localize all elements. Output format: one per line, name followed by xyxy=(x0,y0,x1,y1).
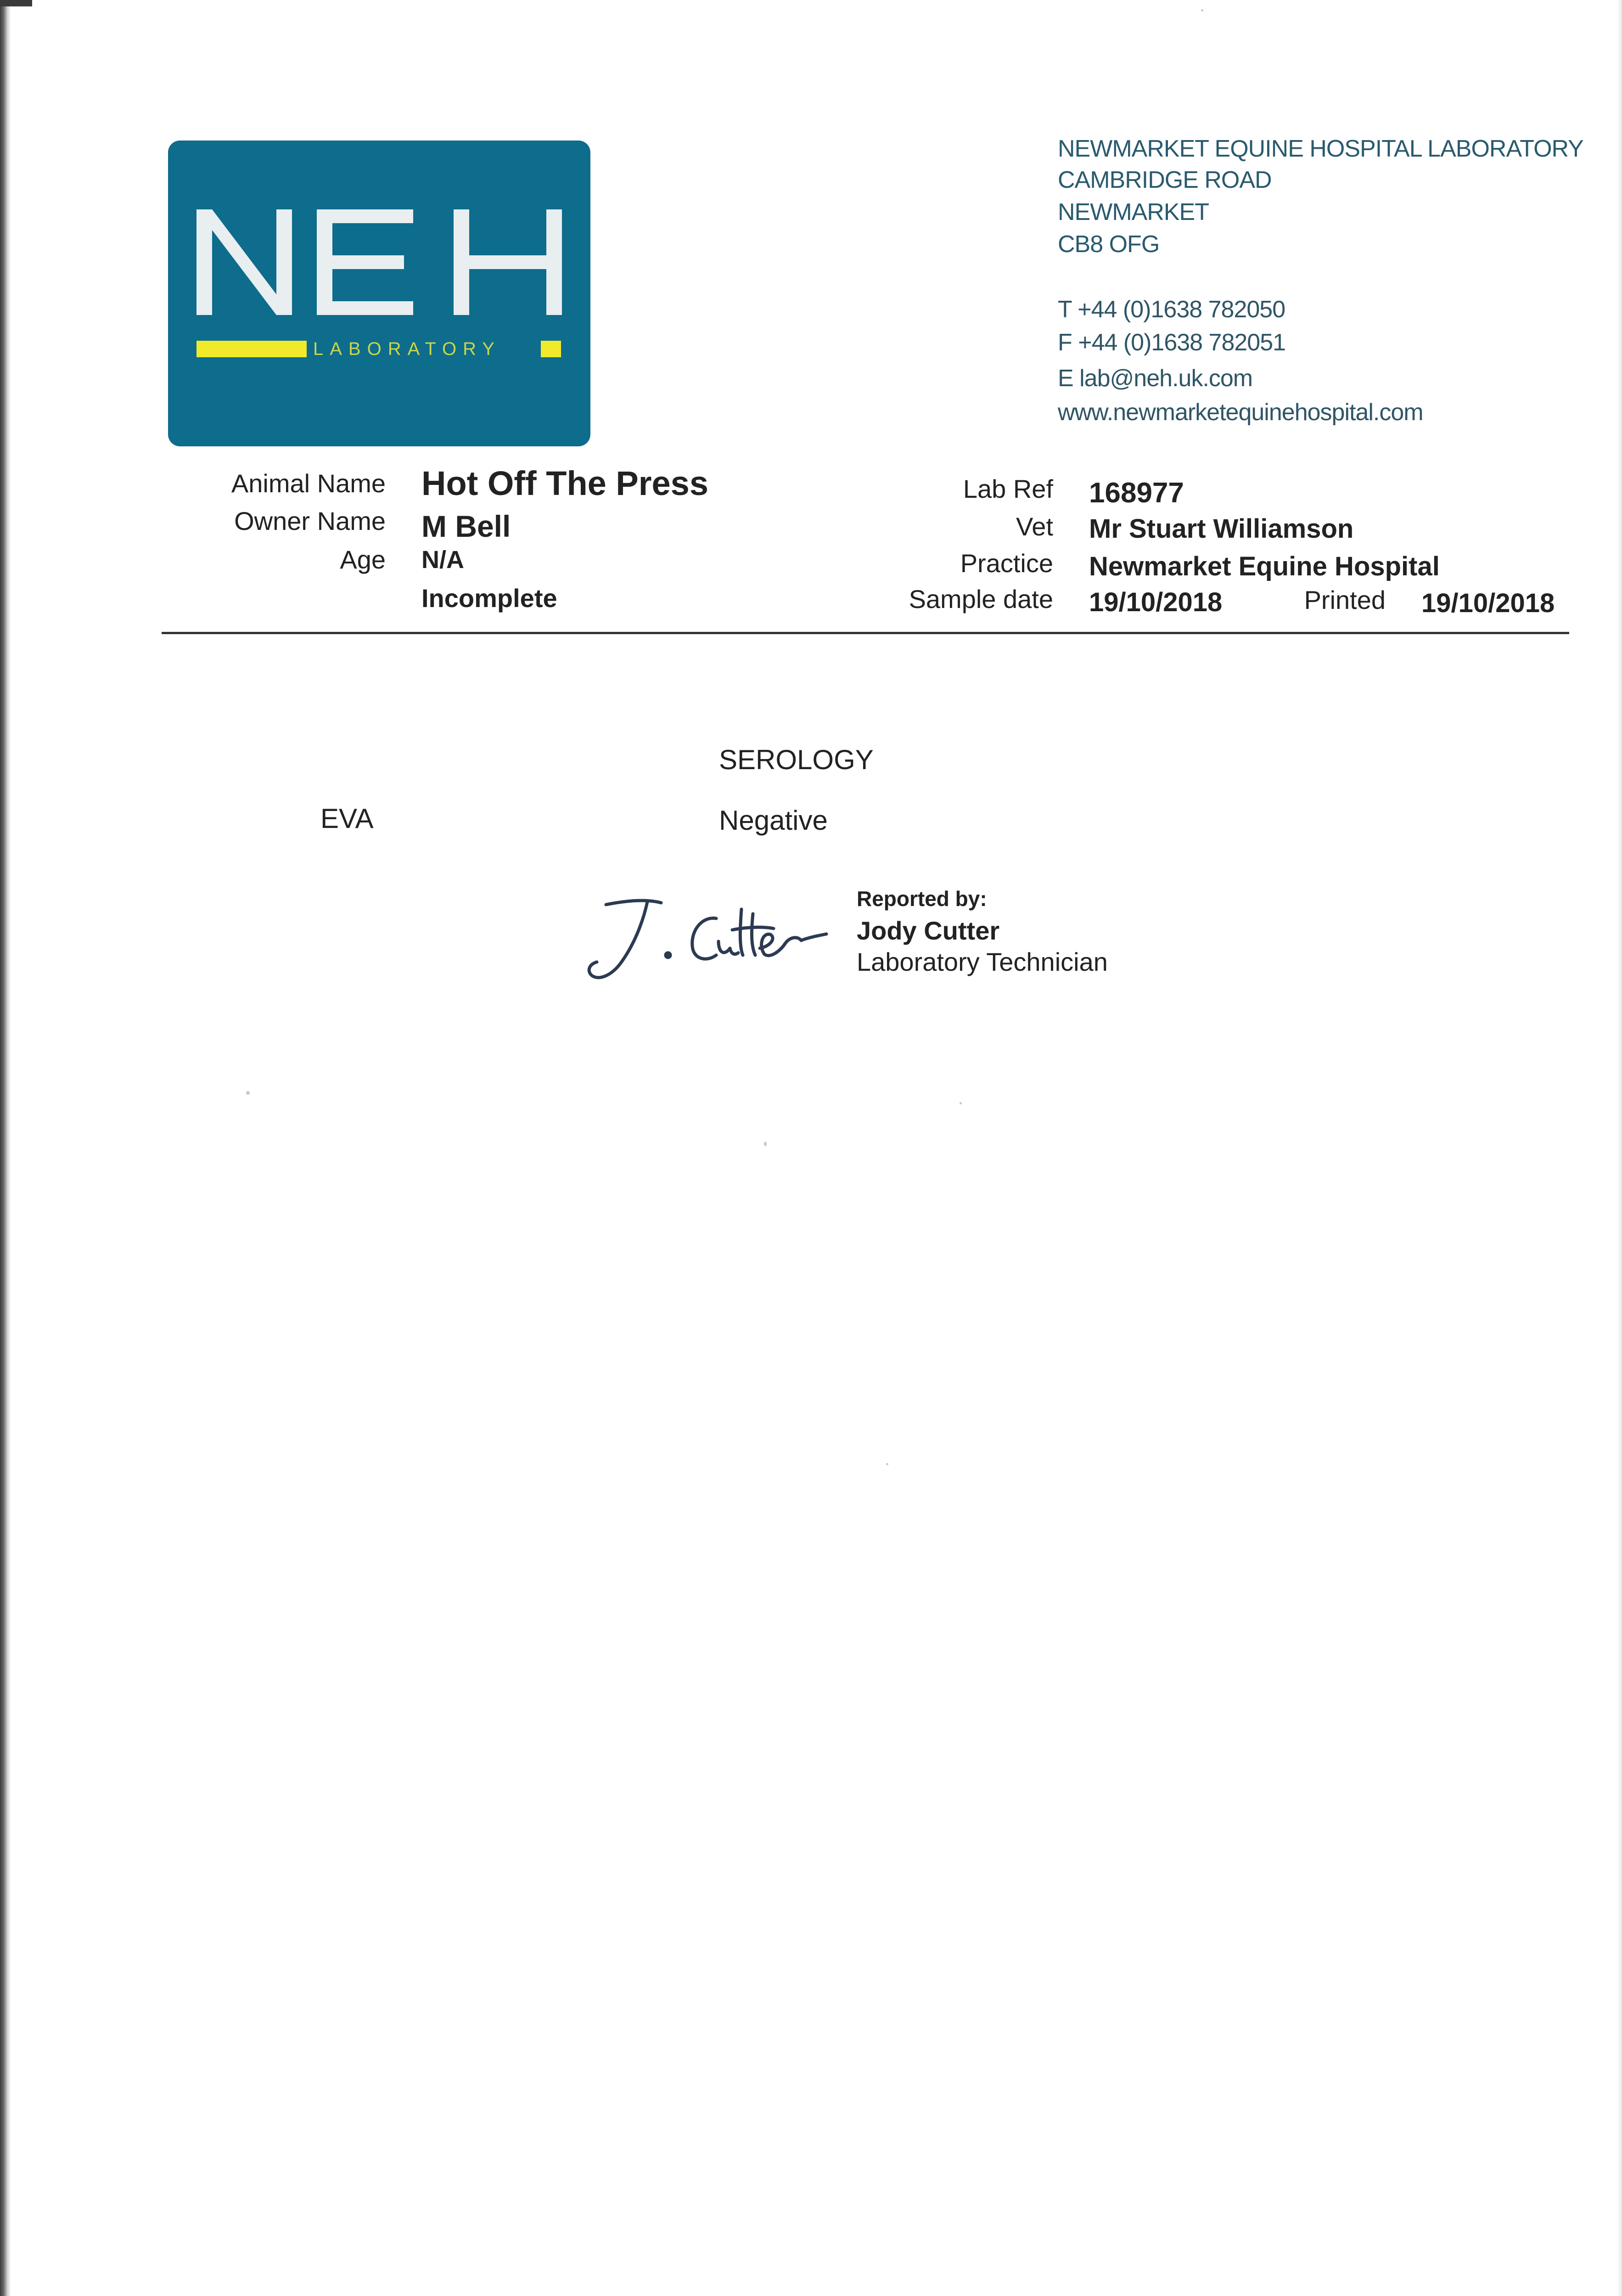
header-divider xyxy=(162,632,1569,634)
owner-name: M Bell xyxy=(421,509,511,543)
sample-date-label: Sample date xyxy=(909,585,1053,613)
printed-label: Printed xyxy=(1304,585,1386,614)
age-value: N/A xyxy=(421,546,464,574)
animal-name-label: Animal Name xyxy=(231,469,386,498)
scan-edge-right xyxy=(1617,0,1622,2296)
reporter-role: Laboratory Technician xyxy=(857,947,1108,976)
animal-name: Hot Off The Press xyxy=(421,464,708,502)
status-value: Incomplete xyxy=(421,584,557,613)
lab-ref-label: Lab Ref xyxy=(963,474,1053,503)
age-label: Age xyxy=(340,545,386,574)
logo-accent-block xyxy=(541,341,561,357)
reporter-name: Jody Cutter xyxy=(857,916,1000,945)
lab-street: CAMBRIDGE ROAD xyxy=(1058,167,1272,193)
handwritten-signature xyxy=(578,886,836,1001)
practice-label: Practice xyxy=(960,549,1053,578)
lab-town: NEWMARKET xyxy=(1058,199,1209,225)
logo-subtitle: LABORATORY xyxy=(313,339,501,359)
reported-by-label: Reported by: xyxy=(857,887,987,911)
owner-name-label: Owner Name xyxy=(234,506,386,535)
scan-corner-mark xyxy=(0,0,32,6)
lab-fax: F +44 (0)1638 782051 xyxy=(1058,329,1286,356)
lab-postcode: CB8 OFG xyxy=(1058,231,1160,258)
test-result: Negative xyxy=(719,805,828,836)
neh-logo-lettering xyxy=(196,209,562,315)
section-title: SEROLOGY xyxy=(719,744,874,775)
sample-date-value: 19/10/2018 xyxy=(1089,587,1223,617)
lab-name: NEWMARKET EQUINE HOSPITAL LABORATORY xyxy=(1058,135,1583,162)
vet-label: Vet xyxy=(1016,512,1053,541)
lab-phone: T +44 (0)1638 782050 xyxy=(1058,296,1285,323)
printed-date-value: 19/10/2018 xyxy=(1421,588,1555,618)
practice-value: Newmarket Equine Hospital xyxy=(1089,551,1440,581)
test-name: EVA xyxy=(320,803,374,834)
logo-accent-bar xyxy=(196,341,307,357)
lab-ref-value: 168977 xyxy=(1089,477,1184,509)
lab-website: www.newmarketequinehospital.com xyxy=(1058,399,1423,426)
vet-value: Mr Stuart Williamson xyxy=(1089,514,1354,544)
neh-laboratory-logo xyxy=(168,141,590,446)
scan-edge-left xyxy=(0,0,11,2296)
lab-email: E lab@neh.uk.com xyxy=(1058,365,1253,392)
